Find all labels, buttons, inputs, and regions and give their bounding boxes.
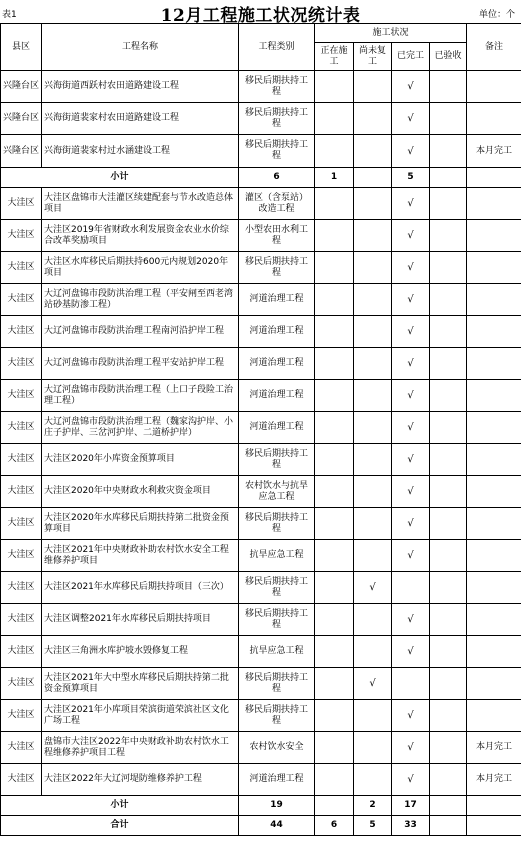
check-mark-icon: √ <box>392 444 430 476</box>
status-in-progress-cell <box>315 71 354 103</box>
county-cell: 大洼区 <box>1 604 42 636</box>
status-in-progress-cell <box>315 636 354 668</box>
subtotal-in-progress <box>315 796 354 816</box>
county-cell: 大洼区 <box>1 444 42 476</box>
check-mark-icon: √ <box>392 284 430 316</box>
status-not-resumed-cell <box>354 444 392 476</box>
status-accepted-cell <box>430 348 467 380</box>
category-cell: 河道治理工程 <box>239 764 315 796</box>
status-in-progress-cell <box>315 412 354 444</box>
county-cell: 大洼区 <box>1 636 42 668</box>
status-in-progress-cell <box>315 380 354 412</box>
table-row <box>1 540 521 572</box>
header-note: 备注 <box>467 24 521 71</box>
header-name: 工程名称 <box>42 24 239 71</box>
status-completed-cell <box>392 572 430 604</box>
county-cell: 大洼区 <box>1 252 42 284</box>
status-in-progress-cell <box>315 476 354 508</box>
status-accepted-cell <box>430 700 467 732</box>
header-status-group: 施工状况 <box>315 24 467 43</box>
header-not-resumed: 尚未复工 <box>354 43 392 71</box>
grand-total-in-progress: 6 <box>315 816 354 836</box>
status-accepted-cell <box>430 316 467 348</box>
status-in-progress-cell <box>315 316 354 348</box>
subtotal-row <box>1 168 521 188</box>
table-row <box>1 220 521 252</box>
county-cell: 兴隆台区 <box>1 103 42 135</box>
subtotal-in-progress: 1 <box>315 168 354 188</box>
check-mark-icon: √ <box>392 700 430 732</box>
subtotal-row <box>1 796 521 816</box>
grand-total-total: 44 <box>239 816 315 836</box>
table-row <box>1 732 521 764</box>
status-accepted-cell <box>430 668 467 700</box>
category-cell: 移民后期扶持工程 <box>239 508 315 540</box>
status-table <box>0 23 521 836</box>
header-in-progress: 正在施工 <box>315 43 354 71</box>
category-cell: 移民后期扶持工程 <box>239 71 315 103</box>
table-row <box>1 316 521 348</box>
status-accepted-cell <box>430 135 467 168</box>
project-name-cell: 大洼区三角洲水库护坡水毁修复工程 <box>42 636 239 668</box>
status-not-resumed-cell <box>354 508 392 540</box>
status-not-resumed-cell <box>354 412 392 444</box>
check-mark-icon: √ <box>392 508 430 540</box>
status-in-progress-cell <box>315 444 354 476</box>
category-cell: 移民后期扶持工程 <box>239 668 315 700</box>
table-row <box>1 700 521 732</box>
category-cell: 小型农田水利工程 <box>239 220 315 252</box>
status-accepted-cell <box>430 284 467 316</box>
check-mark-icon: √ <box>392 540 430 572</box>
status-in-progress-cell <box>315 252 354 284</box>
status-not-resumed-cell <box>354 700 392 732</box>
subtotal-accepted <box>430 796 467 816</box>
group1-body <box>1 71 521 168</box>
category-cell: 农村饮水安全 <box>239 732 315 764</box>
grand-total-note <box>467 816 521 836</box>
county-cell: 大洼区 <box>1 764 42 796</box>
note-cell <box>467 284 521 316</box>
note-cell <box>467 188 521 220</box>
category-cell: 移民后期扶持工程 <box>239 444 315 476</box>
status-not-resumed-cell <box>354 188 392 220</box>
category-cell: 移民后期扶持工程 <box>239 103 315 135</box>
subtotal1-body <box>1 168 521 188</box>
header-category: 工程类别 <box>239 24 315 71</box>
status-in-progress-cell <box>315 572 354 604</box>
note-cell <box>467 604 521 636</box>
header-county: 县区 <box>1 24 42 71</box>
status-not-resumed-cell <box>354 220 392 252</box>
category-cell: 河道治理工程 <box>239 284 315 316</box>
table-row <box>1 103 521 135</box>
project-name-cell: 大洼区2020年水库移民后期扶持第二批资金预算项目 <box>42 508 239 540</box>
project-name-cell: 大洼区2020年中央财政水利救灾资金项目 <box>42 476 239 508</box>
category-cell: 抗旱应急工程 <box>239 540 315 572</box>
status-accepted-cell <box>430 476 467 508</box>
county-cell: 大洼区 <box>1 508 42 540</box>
note-cell <box>467 348 521 380</box>
county-cell: 大洼区 <box>1 476 42 508</box>
totals-body <box>1 796 521 836</box>
subtotal-note <box>467 796 521 816</box>
status-in-progress-cell <box>315 348 354 380</box>
check-mark-icon: √ <box>392 380 430 412</box>
note-cell <box>467 476 521 508</box>
note-cell: 本月完工 <box>467 135 521 168</box>
project-name-cell: 大洼区2021年大中型水库移民后期扶持第二批资金预算项目 <box>42 668 239 700</box>
subtotal-label: 小计 <box>1 796 239 816</box>
subtotal-completed: 5 <box>392 168 430 188</box>
note-cell <box>467 540 521 572</box>
status-accepted-cell <box>430 188 467 220</box>
status-accepted-cell <box>430 412 467 444</box>
category-cell: 河道治理工程 <box>239 316 315 348</box>
county-cell: 大洼区 <box>1 188 42 220</box>
status-completed-cell <box>392 668 430 700</box>
table-row <box>1 604 521 636</box>
category-cell: 河道治理工程 <box>239 412 315 444</box>
status-not-resumed-cell <box>354 636 392 668</box>
county-cell: 兴隆台区 <box>1 135 42 168</box>
category-cell: 河道治理工程 <box>239 380 315 412</box>
check-mark-icon: √ <box>392 732 430 764</box>
project-name-cell: 大洼区调整2021年水库移民后期扶持项目 <box>42 604 239 636</box>
subtotal-label: 小计 <box>1 168 239 188</box>
status-accepted-cell <box>430 764 467 796</box>
note-cell <box>467 508 521 540</box>
table-row <box>1 572 521 604</box>
note-cell: 本月完工 <box>467 764 521 796</box>
status-not-resumed-cell <box>354 135 392 168</box>
status-not-resumed-cell <box>354 316 392 348</box>
project-name-cell: 兴海街道裴家村过水涵建设工程 <box>42 135 239 168</box>
status-in-progress-cell <box>315 103 354 135</box>
status-not-resumed-cell <box>354 764 392 796</box>
check-mark-icon: √ <box>392 604 430 636</box>
status-accepted-cell <box>430 71 467 103</box>
status-in-progress-cell <box>315 732 354 764</box>
county-cell: 大洼区 <box>1 700 42 732</box>
project-name-cell: 大洼区2021年中央财政补助农村饮水安全工程维修养护项目 <box>42 540 239 572</box>
county-cell: 兴隆台区 <box>1 71 42 103</box>
status-accepted-cell <box>430 636 467 668</box>
category-cell: 移民后期扶持工程 <box>239 252 315 284</box>
check-mark-icon: √ <box>392 476 430 508</box>
category-cell: 灌区（含泵站）改造工程 <box>239 188 315 220</box>
note-cell <box>467 700 521 732</box>
note-cell <box>467 380 521 412</box>
status-in-progress-cell <box>315 220 354 252</box>
project-name-cell: 盘锦市大洼区2022年中央财政补助农村饮水工程维修养护项目工程 <box>42 732 239 764</box>
category-cell: 河道治理工程 <box>239 348 315 380</box>
note-cell <box>467 316 521 348</box>
note-cell <box>467 71 521 103</box>
check-mark-icon: √ <box>392 348 430 380</box>
status-in-progress-cell <box>315 284 354 316</box>
check-mark-icon: √ <box>392 103 430 135</box>
status-not-resumed-cell <box>354 540 392 572</box>
table-row <box>1 412 521 444</box>
note-cell <box>467 412 521 444</box>
project-name-cell: 大洼区2021年小库项目荣滨街道荣滨社区文化广场工程 <box>42 700 239 732</box>
project-name-cell: 兴海街道裴家村农田道路建设工程 <box>42 103 239 135</box>
status-in-progress-cell <box>315 135 354 168</box>
county-cell: 大洼区 <box>1 412 42 444</box>
project-name-cell: 大洼区2019年省财政水利发展资金农业水价综合改革奖励项目 <box>42 220 239 252</box>
category-cell: 农村饮水与抗旱应急工程 <box>239 476 315 508</box>
project-name-cell: 大洼区盘锦市大洼灌区续建配套与节水改造总体项目 <box>42 188 239 220</box>
subtotal-note <box>467 168 521 188</box>
county-cell: 大洼区 <box>1 220 42 252</box>
status-accepted-cell <box>430 508 467 540</box>
status-not-resumed-cell <box>354 732 392 764</box>
project-name-cell: 大洼区2020年小库资金预算项目 <box>42 444 239 476</box>
status-accepted-cell <box>430 220 467 252</box>
status-accepted-cell <box>430 604 467 636</box>
table-row <box>1 284 521 316</box>
status-in-progress-cell <box>315 508 354 540</box>
check-mark-icon: √ <box>392 316 430 348</box>
table-row <box>1 348 521 380</box>
check-mark-icon: √ <box>392 71 430 103</box>
category-cell: 移民后期扶持工程 <box>239 572 315 604</box>
category-cell: 抗旱应急工程 <box>239 636 315 668</box>
grand-total-completed: 33 <box>392 816 430 836</box>
subtotal-accepted <box>430 168 467 188</box>
table-row <box>1 380 521 412</box>
project-name-cell: 大辽河盘锦市段防洪治理工程（魏家沟护岸、小庄子护岸、三岔河护岸、二道桥护岸） <box>42 412 239 444</box>
subtotal-not-resumed <box>354 168 392 188</box>
table-row <box>1 508 521 540</box>
table-row <box>1 71 521 103</box>
check-mark-icon: √ <box>392 135 430 168</box>
note-cell <box>467 636 521 668</box>
category-cell: 移民后期扶持工程 <box>239 604 315 636</box>
check-mark-icon: √ <box>392 636 430 668</box>
table-row <box>1 188 521 220</box>
header-accepted: 已验收 <box>430 43 467 71</box>
note-cell <box>467 252 521 284</box>
project-name-cell: 大洼区2022年大辽河堤防维修养护工程 <box>42 764 239 796</box>
check-mark-icon: √ <box>392 188 430 220</box>
table-row <box>1 764 521 796</box>
table-row <box>1 444 521 476</box>
status-in-progress-cell <box>315 700 354 732</box>
check-mark-icon: √ <box>354 668 392 700</box>
county-cell: 大洼区 <box>1 668 42 700</box>
note-cell <box>467 444 521 476</box>
status-not-resumed-cell <box>354 604 392 636</box>
table-row <box>1 668 521 700</box>
note-cell: 本月完工 <box>467 732 521 764</box>
status-accepted-cell <box>430 103 467 135</box>
county-cell: 大洼区 <box>1 284 42 316</box>
table-row <box>1 135 521 168</box>
project-name-cell: 兴海街道西跃村农田道路建设工程 <box>42 71 239 103</box>
subtotal-total: 6 <box>239 168 315 188</box>
note-cell <box>467 668 521 700</box>
check-mark-icon: √ <box>354 572 392 604</box>
county-cell: 大洼区 <box>1 572 42 604</box>
unit-label: 单位：个 <box>478 10 515 20</box>
status-accepted-cell <box>430 572 467 604</box>
table-row <box>1 476 521 508</box>
project-name-cell: 大辽河盘锦市段防洪治理工程南河沿护岸工程 <box>42 316 239 348</box>
project-name-cell: 大洼区水库移民后期扶持600元内规划2020年项目 <box>42 252 239 284</box>
status-accepted-cell <box>430 380 467 412</box>
category-cell: 移民后期扶持工程 <box>239 135 315 168</box>
status-in-progress-cell <box>315 668 354 700</box>
county-cell: 大洼区 <box>1 316 42 348</box>
status-not-resumed-cell <box>354 103 392 135</box>
status-in-progress-cell <box>315 764 354 796</box>
header-completed: 已完工 <box>392 43 430 71</box>
status-in-progress-cell <box>315 540 354 572</box>
status-accepted-cell <box>430 444 467 476</box>
status-in-progress-cell <box>315 188 354 220</box>
note-cell <box>467 103 521 135</box>
check-mark-icon: √ <box>392 412 430 444</box>
county-cell: 大洼区 <box>1 540 42 572</box>
page-title: 12月工程施工状况统计表 <box>160 6 361 26</box>
group2-body <box>1 188 521 796</box>
status-not-resumed-cell <box>354 476 392 508</box>
project-name-cell: 大洼区2021年水库移民后期扶持项目（三次） <box>42 572 239 604</box>
sheet-header <box>0 0 521 24</box>
note-cell <box>467 572 521 604</box>
status-accepted-cell <box>430 540 467 572</box>
status-in-progress-cell <box>315 604 354 636</box>
check-mark-icon: √ <box>392 764 430 796</box>
county-cell: 大洼区 <box>1 348 42 380</box>
category-cell: 移民后期扶持工程 <box>239 700 315 732</box>
subtotal-total: 19 <box>239 796 315 816</box>
status-accepted-cell <box>430 732 467 764</box>
table-row <box>1 252 521 284</box>
table-label: 表1 <box>2 10 17 20</box>
grand-total-accepted <box>430 816 467 836</box>
county-cell: 大洼区 <box>1 732 42 764</box>
status-not-resumed-cell <box>354 71 392 103</box>
status-not-resumed-cell <box>354 380 392 412</box>
grand-total-label: 合计 <box>1 816 239 836</box>
status-not-resumed-cell <box>354 348 392 380</box>
table-row <box>1 636 521 668</box>
county-cell: 大洼区 <box>1 380 42 412</box>
project-name-cell: 大辽河盘锦市段防洪治理工程（上口子段险工治理工程） <box>42 380 239 412</box>
check-mark-icon: √ <box>392 220 430 252</box>
subtotal-not-resumed: 2 <box>354 796 392 816</box>
check-mark-icon: √ <box>392 252 430 284</box>
status-not-resumed-cell <box>354 252 392 284</box>
status-accepted-cell <box>430 252 467 284</box>
grand-total-row <box>1 816 521 836</box>
project-name-cell: 大辽河盘锦市段防洪治理工程（平安闸至西老湾站砂基防渗工程） <box>42 284 239 316</box>
project-name-cell: 大辽河盘锦市段防洪治理工程平安站护岸工程 <box>42 348 239 380</box>
note-cell <box>467 220 521 252</box>
grand-total-not-resumed: 5 <box>354 816 392 836</box>
status-not-resumed-cell <box>354 284 392 316</box>
subtotal-completed: 17 <box>392 796 430 816</box>
